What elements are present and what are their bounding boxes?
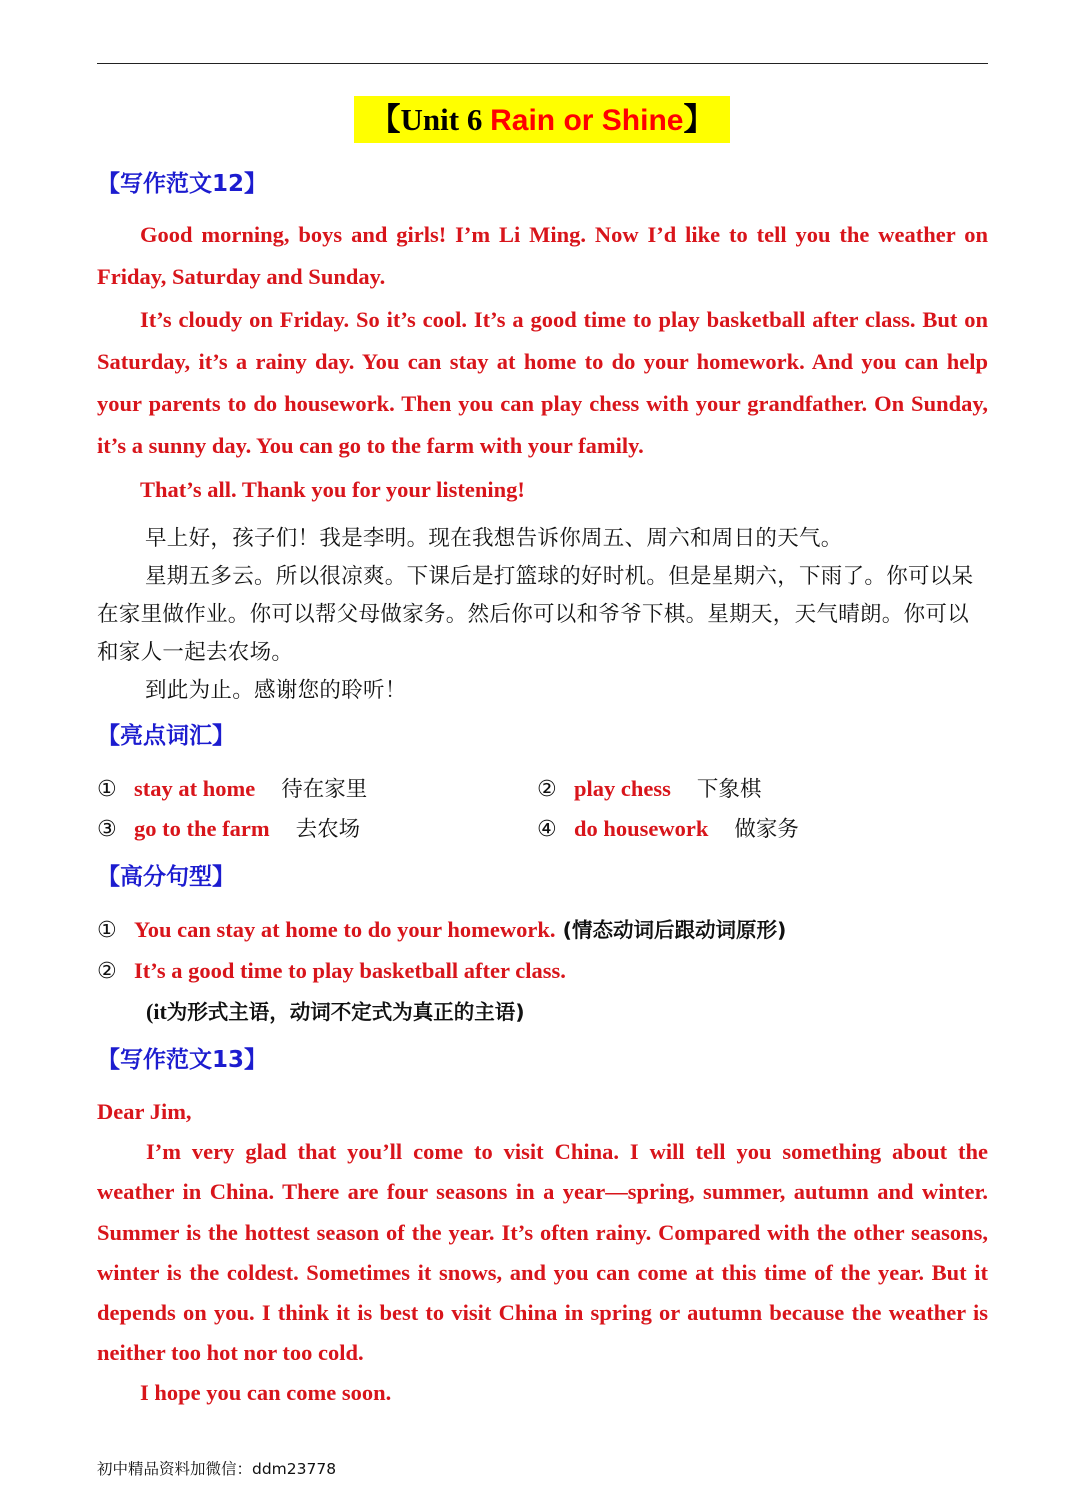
vocab-row-2 <box>97 812 988 846</box>
vocab-num: ③ <box>97 817 117 842</box>
vocab-zh: 下象棋 <box>696 777 762 802</box>
essay13-english <box>97 1092 988 1414</box>
sentence-note-open: ( <box>146 999 154 1024</box>
vocab-num: ① <box>97 777 117 802</box>
unit-title <box>354 96 730 143</box>
vocab-en: go to the farm <box>134 816 270 841</box>
sentence-note-rest: 为形式主语，动词不定式为真正的主语) <box>166 1000 525 1024</box>
essay13-closing: I hope you can come soon. <box>140 1380 392 1406</box>
essay12-en-paragraph-2: It’s cloudy on Friday. So it’s cool. It’s a good time to play basketball after class. But on Saturday, it’s a rainy day. You can stay at home to do your homework. And you can help your parents to do housework. Then you can play chess with your grandfather. On Sunday, it’s a sunny day. You can go to the farm with your family. <box>97 306 988 459</box>
top-rule <box>97 63 988 64</box>
sentence-2-note <box>146 994 525 1030</box>
unit-title-red: Rain or Shine <box>490 104 684 137</box>
vocab-num: ② <box>537 777 557 802</box>
essay13-heading: 【写作范文13】 <box>97 1047 268 1073</box>
vocab-en: stay at home <box>134 776 256 801</box>
essay12-chinese <box>97 520 988 710</box>
footer-contact: 初中精品资料加微信：ddm23778 <box>97 1460 337 1478</box>
sentence-1 <box>97 912 786 949</box>
essay13-greeting: Dear Jim, <box>97 1099 192 1124</box>
essay12-zh-paragraph-3: 到此为止。感谢您的聆听！ <box>145 678 407 703</box>
vocab-row-1 <box>97 772 988 806</box>
unit-title-prefix: 【Unit 6 <box>369 102 491 137</box>
unit-title-suffix: 】 <box>683 102 715 137</box>
sentence-2 <box>97 953 566 990</box>
sentence-note-it: it <box>153 999 167 1024</box>
essay12-en-paragraph-1: Good morning, boys and girls! I’m Li Ming. Now I’d like to tell you the weather on Friday, Saturday and Sunday. <box>97 222 988 290</box>
vocab-zh: 待在家里 <box>281 777 368 802</box>
essay12-english <box>97 214 988 511</box>
sentence-num: ① <box>97 918 117 943</box>
vocab-num: ④ <box>537 817 557 842</box>
essay13-body: I’m very glad that you’ll come to visit China. I will tell you something about the weather in China. There are four seasons in a year—spring, summer, autumn and winter. Summer is the hottest season of the year. It’s often rainy. Compared with the other seasons, winter is the coldest. Sometimes it snows, and you can come at this time of the year. But it depends on you. I think it is best to visit China in spring or autumn because the weather is neither too hot nor too cold. <box>97 1139 988 1366</box>
vocab-item <box>97 812 360 847</box>
vocab-en: do housework <box>574 816 709 841</box>
sentence-en: You can stay at home to do your homework. <box>134 917 556 942</box>
sentence-num: ② <box>97 959 117 984</box>
vocab-item <box>537 772 761 807</box>
vocab-zh: 做家务 <box>734 817 799 842</box>
essay12-en-paragraph-3: That’s all. Thank you for your listening! <box>140 476 525 502</box>
vocab-zh: 去农场 <box>295 817 361 842</box>
vocab-item <box>537 812 799 847</box>
vocab-en: play chess <box>574 776 671 801</box>
sentence-note: (情态动词后跟动词原形) <box>555 918 787 942</box>
vocab-heading: 【亮点词汇】 <box>97 723 235 749</box>
essay12-heading: 【写作范文12】 <box>97 171 268 197</box>
sentences-heading: 【高分句型】 <box>97 864 235 890</box>
essay12-zh-paragraph-1: 早上好，孩子们！我是李明。现在我想告诉你周五、周六和周日的天气。 <box>145 526 843 551</box>
vocab-item <box>97 772 367 807</box>
essay12-zh-paragraph-2: 星期五多云。所以很凉爽。下课后是打篮球的好时机。但是星期六，下雨了。你可以呆在家里做作业。你可以帮父母做家务。然后你可以和爷爷下棋。星期天，天气晴朗。你可以和家人一起去农场。 <box>97 564 974 665</box>
sentence-en: It’s a good time to play basketball after class. <box>134 958 566 983</box>
